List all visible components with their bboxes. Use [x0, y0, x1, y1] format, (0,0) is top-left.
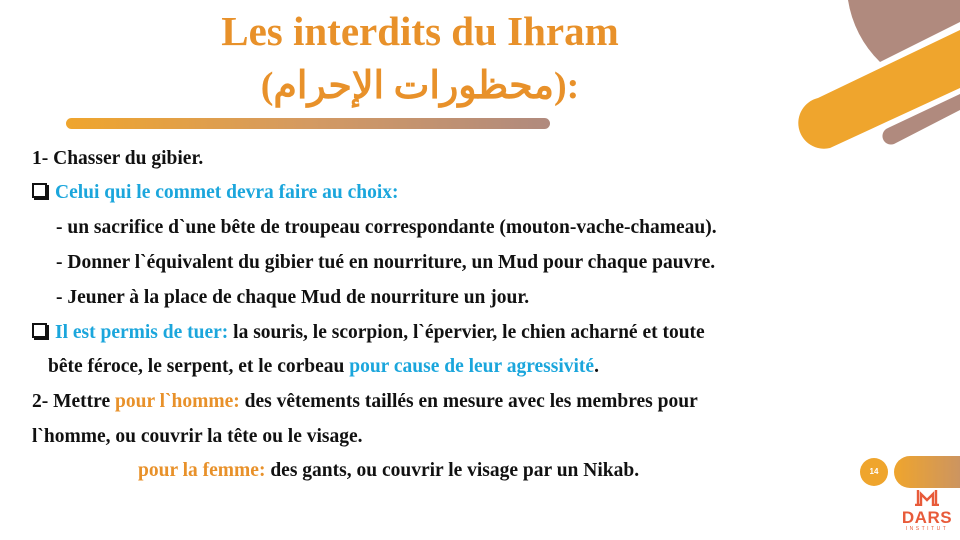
checkbox-bullet-icon: [32, 183, 47, 198]
decorative-shapes: [760, 0, 960, 160]
dars-logo: [898, 488, 956, 540]
point-2: 2- Mettre pour l`homme: des vêtements taillés en mesure avec les membres pour: [32, 391, 698, 412]
logo-subtitle: INSTITUT: [905, 526, 949, 532]
page-number-decoration: [894, 456, 960, 488]
logo-mark-icon: [912, 488, 942, 506]
slide-title: Les interdits du Ihram: [221, 8, 619, 54]
page-number: 14: [860, 458, 888, 486]
point-1: 1- Chasser du gibier.: [32, 148, 204, 169]
bullet-permitted-cont: bête féroce, le serpent, et le corbeau pour cause de leur agressivité.: [48, 356, 599, 377]
logo-text: DARS: [901, 508, 953, 527]
title-underline: [66, 118, 550, 129]
bullet-choice: Celui qui le commet devra faire au choix:: [32, 176, 399, 210]
checkbox-bullet-icon: [32, 323, 47, 338]
sub-item-sacrifice: - un sacrifice d`une bête de troupeau correspondante (mouton-vache-chameau).: [56, 217, 717, 238]
point-2-women: pour la femme: des gants, ou couvrir le visage par un Nikab.: [138, 460, 640, 481]
sub-item-fast: - Jeuner à la place de chaque Mud de nourriture un jour.: [56, 287, 530, 308]
slide-subtitle-arabic: (محظورات الإحرام):: [260, 65, 580, 107]
sub-item-food: - Donner l`équivalent du gibier tué en nourriture, un Mud pour chaque pauvre.: [56, 252, 716, 273]
point-2-cont: l`homme, ou couvrir la tête ou le visage.: [32, 426, 363, 447]
bullet-permitted: Il est permis de tuer: la souris, le scorpion, l`épervier, le chien acharné et toute: [32, 316, 705, 350]
